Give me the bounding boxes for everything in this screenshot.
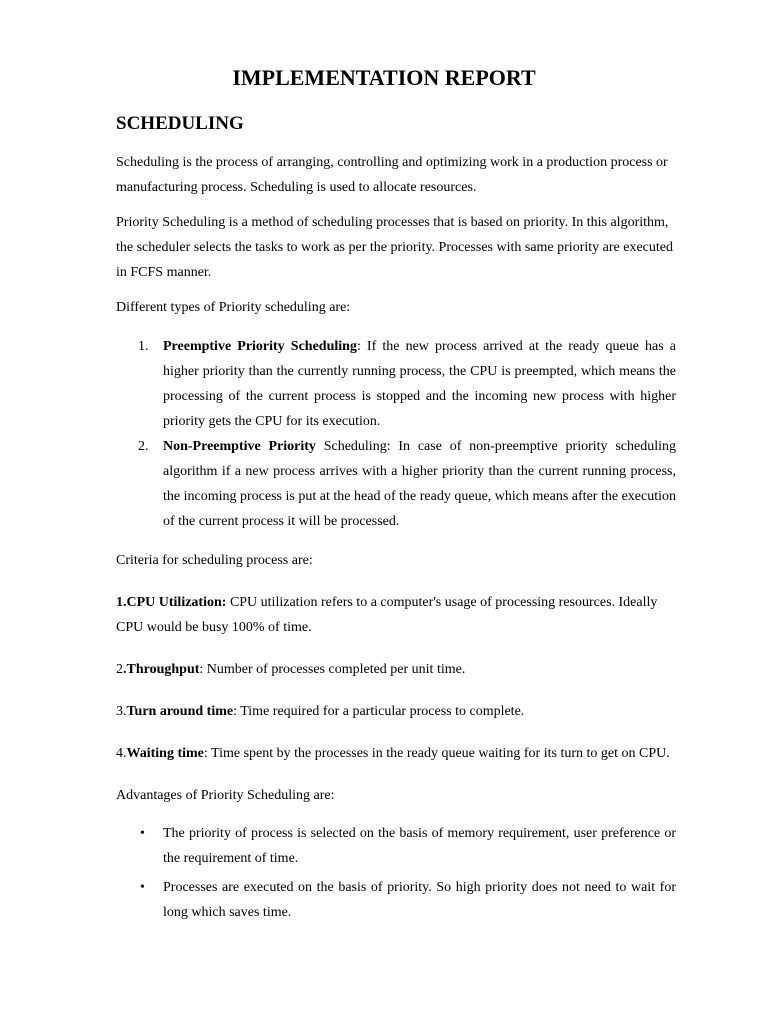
advantage-text: The priority of process is selected on the basis of memory requirement, user preference or the requirement of time. [163,826,676,866]
advantage-text: Processes are executed on the basis of priority. So high priority does not need to wait for long which saves time. [163,880,676,920]
criterion-term: 1.CPU Utilization: [116,595,227,610]
report-title: IMPLEMENTATION REPORT [232,65,536,90]
criterion-prefix: 4. [116,746,127,761]
criterion-cpu-utilization [116,590,676,640]
term: Preemptive Priority Scheduling [163,339,357,354]
paragraph-scheduling-definition: Scheduling is the process of arranging, controlling and optimizing work in a production process or manufacturing process. Scheduling is used to allocate resources. [116,155,668,195]
criterion-throughput [116,657,676,682]
list-item [116,875,676,925]
list-item [116,434,676,534]
criterion-text: : Number of processes completed per unit time. [199,662,466,677]
criterion-prefix: 2 [116,662,123,677]
term-description: : If the new process arrived at the ready queue has a higher priority than the currently running process, the CPU is preempted, which means the processing of the current process is stopped and the incoming new process with higher priority gets the CPU for its execution. [163,339,676,429]
paragraph-types-intro: Different types of Priority scheduling are: [116,300,351,315]
criterion-term: Waiting time [126,746,204,761]
list-item [116,821,676,871]
list-number: 2. [138,439,149,454]
paragraph-priority-scheduling: Priority Scheduling is a method of scheduling processes that is based on priority. In this algorithm, the scheduler selects the tasks to work as per the priority. Processes with same priority are executed in FCFS manner. [116,215,673,280]
bullet-icon: • [140,880,145,895]
advantages-list [116,821,676,925]
section-heading: SCHEDULING [116,113,244,134]
list-number: 1. [138,339,149,354]
bullet-icon: • [140,826,145,841]
criterion-turnaround-time [116,699,676,724]
types-list [116,334,676,534]
criterion-prefix: 3. [116,704,127,719]
criterion-term: Turn around time [126,704,234,719]
paragraph-advantages-intro: Advantages of Priority Scheduling are: [116,788,335,803]
criterion-text: : Time spent by the processes in the ready queue waiting for its turn to get on CPU. [203,746,670,761]
list-item [116,334,676,434]
criterion-term: .Throughput [123,662,200,677]
term: Non-Preemptive Priority [163,439,316,454]
document-body [116,150,676,929]
criterion-text: CPU utilization refers to a computer's usage of processing resources. Ideally CPU would be busy 100% of time. [116,595,658,635]
criterion-text: : Time required for a particular process to complete. [233,704,525,719]
paragraph-criteria-intro: Criteria for scheduling process are: [116,553,313,568]
term-description: Scheduling: In case of non-preemptive priority scheduling algorithm if a new process arrives with a higher priority than the current running process, the incoming process is put at the head of the ready queue, which means after the execution of the current process it will be processed. [163,439,676,529]
criterion-waiting-time [116,741,676,766]
